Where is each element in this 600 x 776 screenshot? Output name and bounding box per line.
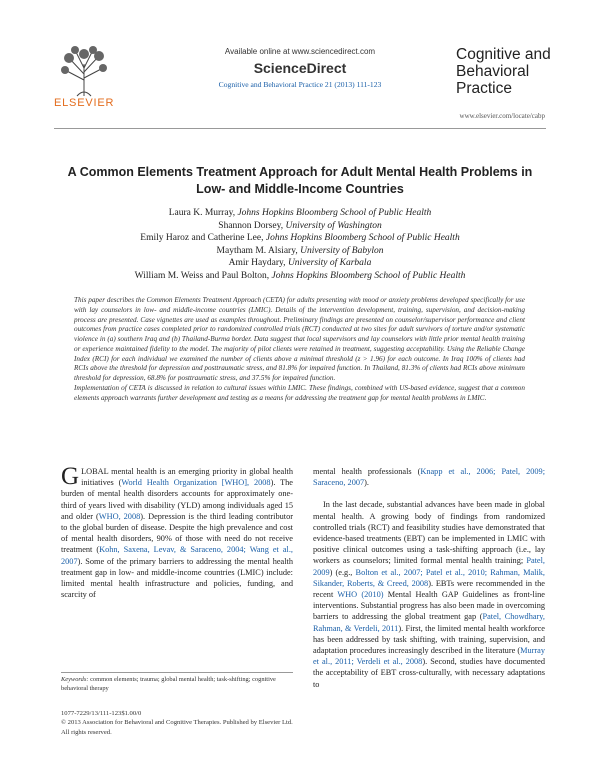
author-name: Emily Haroz and Catherine Lee, bbox=[140, 233, 266, 244]
body-paragraph bbox=[61, 463, 293, 600]
author-line bbox=[54, 220, 546, 233]
body-text: ). EBTs were recommended in the recent bbox=[313, 578, 545, 600]
journal-title-line: Cognitive and bbox=[456, 46, 551, 63]
author-name: William M. Weiss and Paul Bolton, bbox=[134, 270, 272, 281]
body-text: ). The burden of mental health disorders accounts for approximately one-third of years lived with disability (YLD) among individuals aged 15 and older ( bbox=[61, 478, 293, 521]
journal-citation[interactable]: Cognitive and Behavioral Practice 21 (2013) 111-123 bbox=[218, 80, 382, 89]
drop-cap: G bbox=[61, 463, 80, 490]
body-text: Mental Health GAP Guidelines as front-line interventions. Substantial progress has also been made in overcoming barriers to addressing the global treatment gap ( bbox=[313, 590, 545, 622]
keywords bbox=[61, 676, 293, 693]
body-text: mental health professionals ( bbox=[313, 467, 421, 476]
reference-link[interactable]: Kohn, Saxena, Levav, & Saraceno, 2004; Wang et al., 2007 bbox=[61, 545, 293, 566]
body-text: ). bbox=[364, 478, 369, 488]
keywords-label: Keywords: bbox=[61, 676, 89, 683]
author-name: Shannon Dorsey, bbox=[218, 220, 286, 231]
available-online-text: Available online at www.sciencedirect.com bbox=[224, 47, 376, 56]
elsevier-tree-logo-icon bbox=[55, 44, 113, 98]
journal-title bbox=[456, 46, 556, 97]
journal-url[interactable]: www.elsevier.com/locate/cabp bbox=[459, 112, 545, 120]
author-affiliation: Johns Hopkins Bloomberg School of Public Health bbox=[265, 233, 460, 244]
body-text: ). First, the limited mental health workforce has been addressed by task shifting, with training, supervision, and adaptation procedures increasingly described in the literature ( bbox=[313, 623, 545, 656]
author-affiliation: Johns Hopkins Bloomberg School of Public Health bbox=[271, 270, 466, 281]
author-name: Amir Haydary, bbox=[228, 258, 288, 269]
reference-link[interactable]: Knapp et al., 2006; Patel, 2009; Saraceno, 2007 bbox=[313, 467, 545, 488]
reference-link[interactable]: Murray et al., 2011; Verdeli et al., 2008 bbox=[313, 646, 545, 667]
author-line bbox=[54, 257, 546, 270]
abstract-paragraph: This paper describes the Common Elements Treatment Approach (CETA) for adults presenting with mood or anxiety problems developed specifically for use with lay counselors in low- and middle-income countries (LMIC). Details of the intervention development, training, supervision, and decision-making process are presented. Case vignettes are used as examples throughout. Preliminary findings are presented on counselor/supervisor performance and client outcomes from practice cases completed prior to randomized controlled trials (RCT) conducted at two sites for adult survivors of torture and/or systematic violence in (a) southern Iraq and (b) Thailand-Burma border. Data suggest that local supervisors and lay counselors with little prior mental health training or experience maintained fidelity to the model. The majority of pilot clients were retained in treatment, suggesting acceptability. Using the Reliable Change Index (RCI) for each individual we examined the number of clients above a minimal threshold (z > 1.96) for each outcome. In Iraq 100% of clients had RCIs above the threshold for depression and posttraumatic stress, and 81.8% for impaired function. In Thailand, 81.3% of clients had RCIs above minimum threshold for depression, 68.8% for posttraumatic stress, and 37.5% for impaired function. bbox=[74, 296, 525, 382]
author-line bbox=[54, 232, 546, 245]
body-text: In the last decade, substantial advances have been made in global mental health. A growing body of findings from randomized controlled trials (RCT) and feasibility studies have demonstrated that evidence-based treatments (EBT) can be implemented in LMIC with positive clinical outcomes using a task-shifting approach (i.e., lay workers as counselors; limited formal mental health training; bbox=[313, 500, 545, 566]
reference-link[interactable]: Patel, 2009 bbox=[313, 556, 545, 577]
keywords-divider bbox=[61, 672, 293, 673]
reference-link[interactable]: Patel, Chowdhary, Rahman, & Verdeli, 2011 bbox=[313, 612, 545, 633]
body-text: ). Second, studies have documented the acceptability of EBT cross-culturally, with necessary adaptations to bbox=[313, 657, 545, 689]
reference-link[interactable]: World Health Organization [WHO], 2008 bbox=[121, 478, 271, 488]
abstract-paragraph: Implementation of CETA is discussed in relation to cultural issues within LMIC. These findings, combined with US-based evidence, suggest that a common elements approach warrants further development and testing as a means for addressing the treatment gap for mental health problems in LMIC. bbox=[74, 383, 525, 402]
header-divider bbox=[54, 128, 546, 129]
body-text: LOBAL mental health is an emerging priority in global health initiatives ( bbox=[81, 467, 293, 488]
article-title: A Common Elements Treatment Approach for Adult Mental Health Problems in Low- and Middle-Income Countries bbox=[67, 165, 533, 196]
body-column-right bbox=[313, 466, 545, 690]
author-name: Laura K. Murray, bbox=[168, 208, 238, 218]
copyright-notice: © 2013 Association for Behavioral and Cognitive Therapies. Published by Elsevier Ltd. All rights reserved. bbox=[61, 719, 293, 736]
author-affiliation: University of Babylon bbox=[300, 245, 384, 256]
author-affiliation: University of Washington bbox=[285, 220, 382, 231]
body-paragraph bbox=[313, 466, 545, 488]
issn-code: 1077-7229/13/111-123$1.00/0 bbox=[61, 710, 142, 717]
author-line bbox=[54, 207, 546, 220]
reference-link[interactable]: WHO (2010) bbox=[337, 590, 384, 600]
reference-link[interactable]: Bolton et al., 2007; Patel et al., 2010; Rahman, Malik, Sikander, Roberts, & Creed, 2008 bbox=[313, 567, 546, 588]
article-meta bbox=[61, 709, 293, 737]
abstract bbox=[74, 296, 525, 403]
author-line bbox=[54, 270, 546, 283]
body-text: ). Some of the primary barriers to addressing the mental health treatment gap in low- and middle-income countries (LMIC) include: limited mental health infrastructure and policies, funding, and scarcity of bbox=[61, 556, 293, 600]
body-text: ) (e.g., bbox=[329, 567, 356, 577]
author-line bbox=[54, 245, 546, 258]
reference-link[interactable]: WHO, 2008 bbox=[98, 511, 141, 521]
body-column-left bbox=[61, 463, 293, 600]
journal-title-line: Behavioral bbox=[456, 63, 530, 80]
body-text: ). Depression is the third leading contributor to the global burden of disease. Despite the high prevalence and cost of mental health disorders, 90% of those with need do not receive treatment ( bbox=[61, 511, 293, 555]
keywords-text: common elements; trauma; global mental health; task-shifting; cognitive behavioral therapy bbox=[61, 676, 276, 692]
author-name: Maytham M. Alsiary, bbox=[216, 245, 301, 256]
author-affiliation: University of Karbala bbox=[287, 258, 372, 269]
publisher-name: ELSEVIER bbox=[54, 97, 115, 109]
author-list bbox=[54, 207, 546, 283]
author-affiliation: Johns Hopkins Bloomberg School of Public Health bbox=[237, 208, 432, 218]
journal-title-line: Practice bbox=[456, 80, 512, 97]
sciencedirect-brand: ScienceDirect bbox=[253, 60, 347, 76]
body-paragraph bbox=[313, 499, 545, 689]
